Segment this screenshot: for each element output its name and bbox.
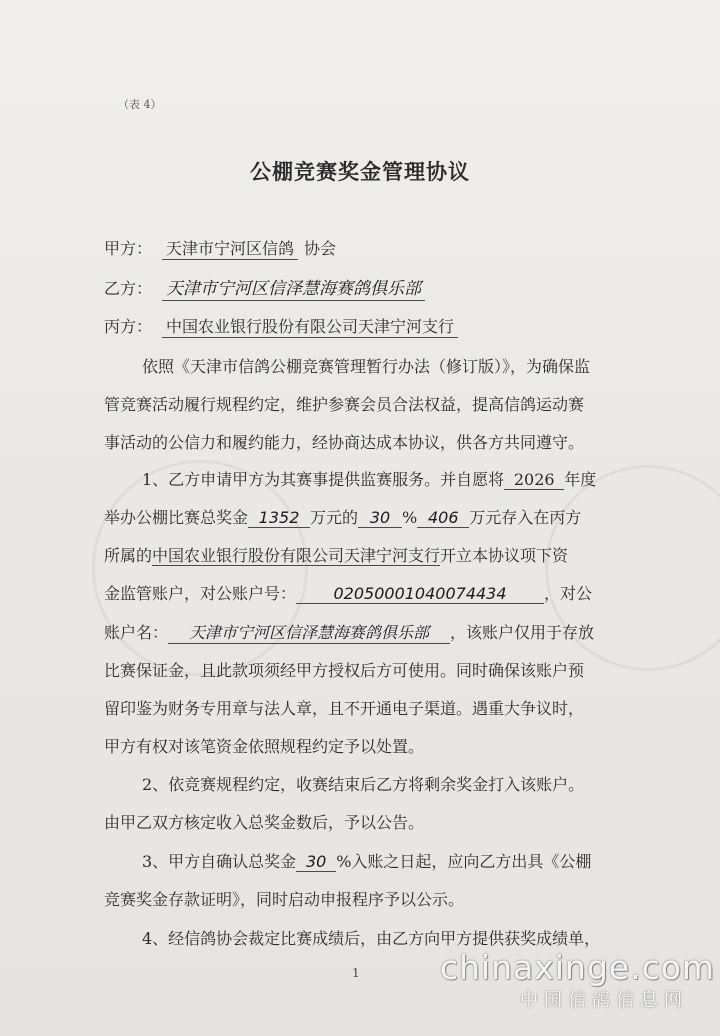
party-c bbox=[104, 314, 458, 337]
watermark-site: chinaxinge.com bbox=[440, 948, 716, 987]
intro-line-2: 管竞赛活动履行规程约定，维护参赛会员合法权益，提高信鸽运动赛 bbox=[104, 395, 585, 414]
clause1-line-7: 留印鉴为财务专用章与法人章，且不开通电子渠道。遇重大争议时， bbox=[104, 699, 585, 718]
document-title: 公棚竞赛奖金管理协议 bbox=[250, 159, 470, 184]
account-name-field: 天津市宁河区信泽慧海赛鸽俱乐部 bbox=[168, 620, 450, 644]
clause1-line-2 bbox=[104, 505, 624, 528]
percent-field: 30 bbox=[358, 508, 402, 528]
clause1-line-8: 甲方有权对该笔资金依照规程约定予以处置。 bbox=[104, 737, 425, 756]
percent-sign: % bbox=[402, 508, 418, 527]
page-number: 1 bbox=[352, 966, 360, 980]
prize-unit: 万元的 bbox=[310, 508, 359, 527]
clause1-line-1 bbox=[104, 467, 662, 490]
account-name-label: 账户名： bbox=[104, 623, 169, 642]
clause3-suffix: %入账之日起，应向乙方出具《公棚 bbox=[336, 852, 592, 871]
clause2-line-1: 2、依竞赛规程约定，收赛结束后乙方将剩余奖金打入该账户。 bbox=[142, 775, 585, 794]
prize-label: 举办公棚比赛总奖金 bbox=[104, 508, 249, 527]
account-name-suffix: ，该账户仅用于存放 bbox=[450, 623, 595, 642]
intro-line-1: 依照《天津市信鸽公棚竞赛管理暂行办法（修订版）》，为确保监 bbox=[142, 357, 591, 376]
party-c-name: 中国农业银行股份有限公司天津宁河支行 bbox=[162, 317, 458, 338]
clause1-line-5 bbox=[104, 620, 624, 644]
clause1-line-4 bbox=[104, 581, 624, 604]
account-no-field: 02050001040074434 bbox=[296, 584, 544, 604]
watermark-name: 中国信鸽信息网 bbox=[520, 990, 688, 1011]
clause3-line-2: 竞赛奖金存款证明》，同时启动申报程序予以公示。 bbox=[104, 890, 465, 909]
party-a-label: 甲方： bbox=[104, 239, 153, 258]
clause3-text: 3、甲方自确认总奖金 bbox=[142, 852, 297, 871]
party-a-suffix: 协会 bbox=[304, 239, 337, 258]
clause1-line-6: 比赛保证金，且此款项须经甲方授权后方可使用。同时确保该账户预 bbox=[104, 661, 585, 680]
clause3-line-1 bbox=[104, 849, 662, 872]
account-no-suffix: ，对公 bbox=[544, 584, 593, 603]
clause1-line-3 bbox=[104, 543, 624, 566]
year-field: 2026 bbox=[504, 470, 564, 490]
party-a bbox=[104, 236, 336, 259]
table-label: （表 4） bbox=[118, 98, 162, 111]
party-c-label: 丙方： bbox=[104, 317, 153, 336]
bank-name: 中国农业银行股份有限公司天津宁河支行 bbox=[152, 546, 441, 565]
clause3-percent-field: 30 bbox=[296, 852, 336, 872]
party-b bbox=[104, 274, 425, 299]
intro-line-3: 事活动的公信力和履约能力，经协商达成本协议，供各方共同遵守。 bbox=[104, 433, 585, 452]
clause1-text: 1、乙方申请甲方为其赛事提供监赛服务。并自愿将 bbox=[142, 470, 505, 489]
bank-prefix: 所属的 bbox=[104, 546, 153, 565]
total-prize-field: 1352 bbox=[248, 508, 310, 528]
clause2-line-2: 由甲乙双方核定收入总奖金数后，予以公告。 bbox=[104, 813, 425, 832]
party-b-name: 天津市宁河区信泽慧海赛鸽俱乐部 bbox=[162, 279, 425, 301]
year-suffix: 年度 bbox=[564, 470, 597, 489]
clause4-line-1: 4、经信鸽协会裁定比赛成绩后，由乙方向甲方提供获奖成绩单， bbox=[142, 929, 601, 948]
account-no-label: 金监管账户，对公账户号： bbox=[104, 584, 297, 603]
deposit-suffix: 万元存入在丙方 bbox=[469, 508, 582, 527]
deposit-field: 406 bbox=[417, 508, 469, 528]
party-a-name: 天津市宁河区信鸽 bbox=[162, 239, 298, 260]
party-b-label: 乙方： bbox=[104, 279, 153, 298]
bank-suffix: 开立本协议项下资 bbox=[440, 546, 569, 565]
